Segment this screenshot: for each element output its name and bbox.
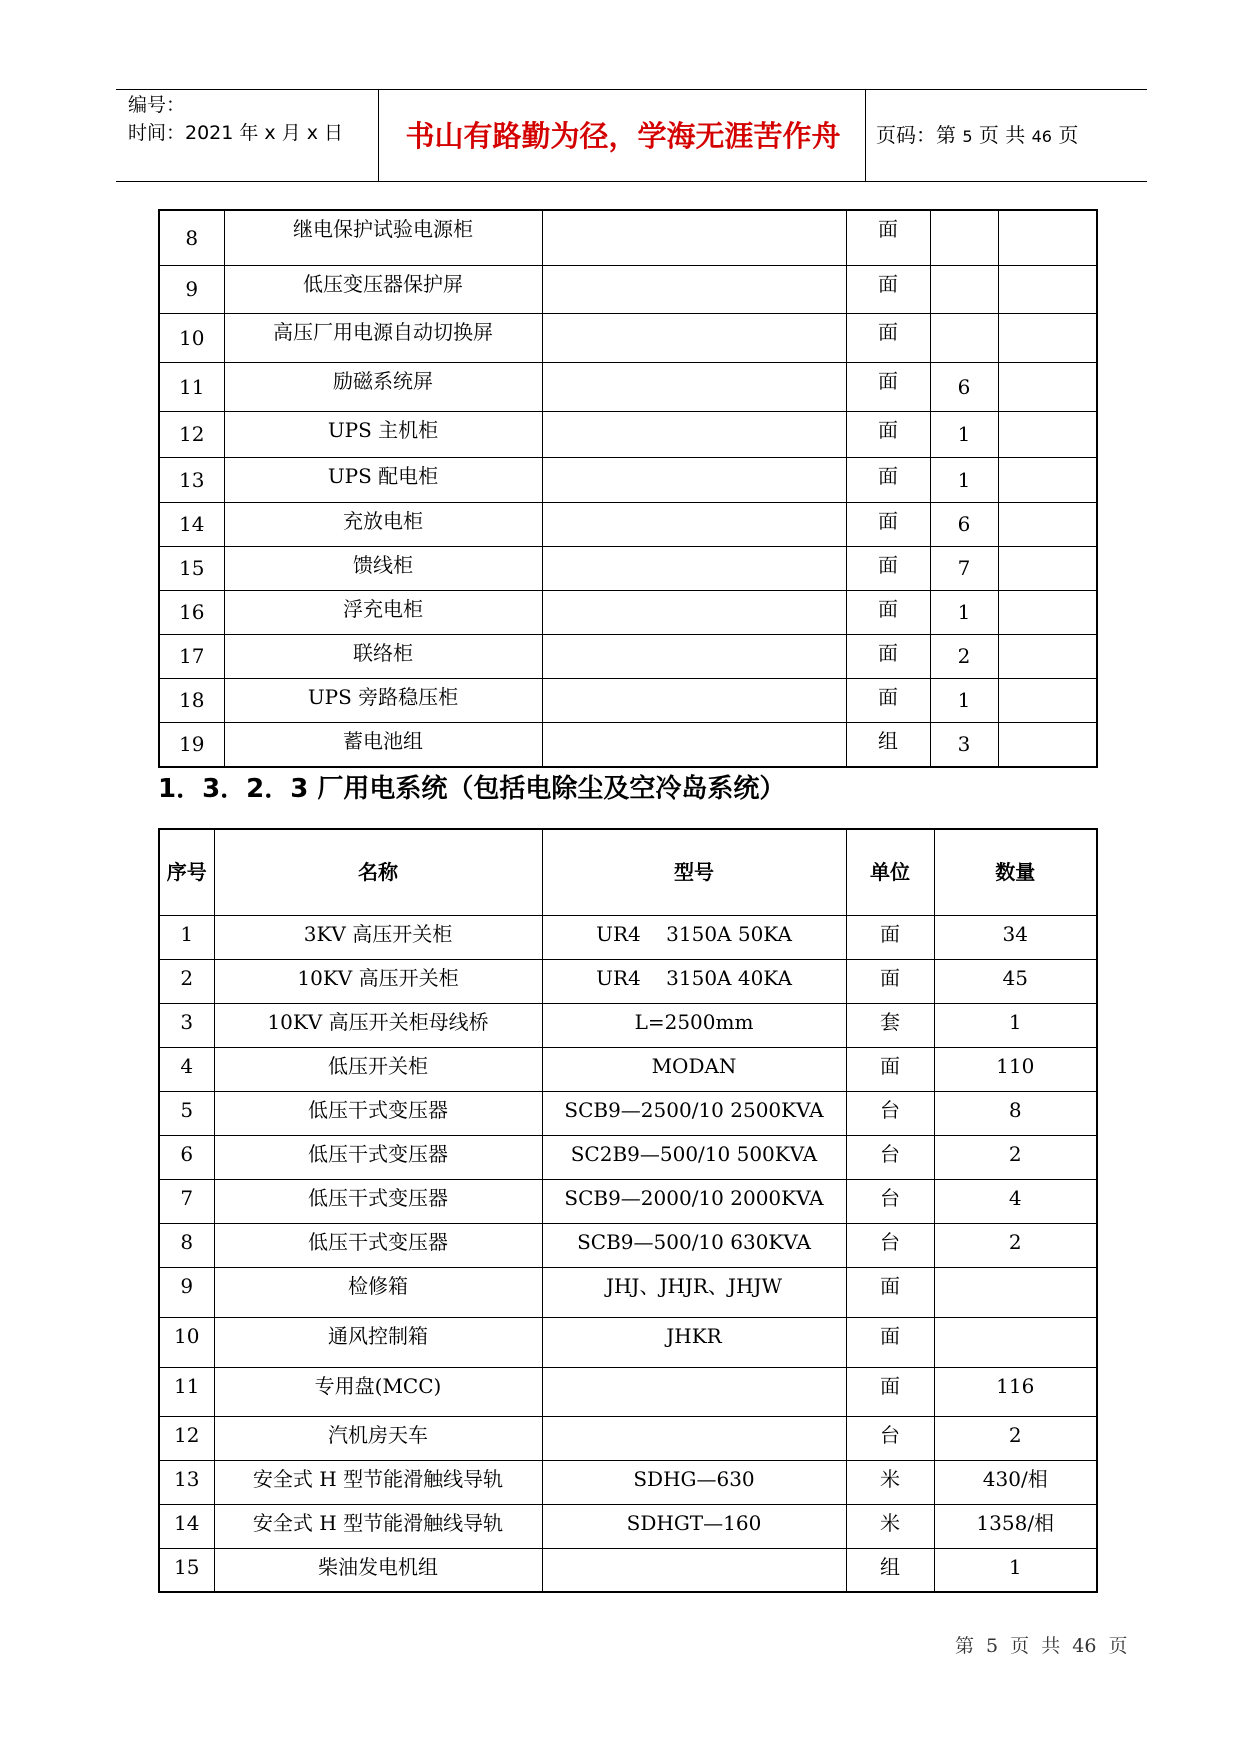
cell-extra — [998, 313, 1097, 362]
cell-qty: 6 — [930, 502, 998, 546]
table-row — [159, 210, 1097, 265]
table-row — [159, 362, 1097, 411]
table-row — [159, 1460, 1097, 1504]
cell-no: 12 — [159, 411, 224, 457]
cell-no: 1 — [159, 915, 214, 959]
cell-qty: 3 — [930, 722, 998, 767]
page-label-suffix: 页 — [1058, 123, 1079, 147]
cell-model — [542, 634, 846, 678]
cell-model: MODAN — [542, 1047, 846, 1091]
cell-unit: 面 — [846, 959, 934, 1003]
cell-qty: 110 — [934, 1047, 1097, 1091]
cell-name: 通风控制箱 — [214, 1317, 542, 1367]
table-row — [159, 1223, 1097, 1267]
cell-qty: 430/相 — [934, 1460, 1097, 1504]
header-page-number — [876, 120, 1078, 152]
cell-name: 高压厂用电源自动切换屏 — [224, 313, 542, 362]
cell-unit: 面 — [846, 678, 930, 722]
cell-name: 柴油发电机组 — [214, 1548, 542, 1592]
table-header-row — [159, 829, 1097, 915]
cell-unit: 米 — [846, 1460, 934, 1504]
cell-qty: 1 — [930, 457, 998, 502]
table-row — [159, 590, 1097, 634]
cell-qty: 1 — [930, 590, 998, 634]
cell-no: 19 — [159, 722, 224, 767]
cell-model — [542, 265, 846, 313]
cell-unit: 米 — [846, 1504, 934, 1548]
header-meta — [128, 91, 343, 147]
cell-model — [542, 1367, 846, 1416]
cell-qty: 116 — [934, 1367, 1097, 1416]
cell-name: 蓄电池组 — [224, 722, 542, 767]
cell-model: JHJ、JHJR、JHJW — [542, 1267, 846, 1317]
cell-unit: 台 — [846, 1091, 934, 1135]
table-row — [159, 502, 1097, 546]
cell-qty: 1 — [934, 1003, 1097, 1047]
cell-name: 10KV 高压开关柜母线桥 — [214, 1003, 542, 1047]
cell-model — [542, 313, 846, 362]
header-divider-left — [378, 89, 379, 182]
cell-qty: 4 — [934, 1179, 1097, 1223]
cell-qty: 2 — [934, 1223, 1097, 1267]
cell-unit: 面 — [846, 634, 930, 678]
cell-qty: 34 — [934, 915, 1097, 959]
cell-qty: 2 — [934, 1135, 1097, 1179]
cell-extra — [998, 502, 1097, 546]
cell-name: 10KV 高压开关柜 — [214, 959, 542, 1003]
cell-unit: 面 — [846, 362, 930, 411]
cell-extra — [998, 634, 1097, 678]
cell-unit: 组 — [846, 722, 930, 767]
cell-unit: 面 — [846, 210, 930, 265]
cell-unit: 面 — [846, 457, 930, 502]
cell-model — [542, 210, 846, 265]
header-bottom-rule — [116, 181, 1147, 182]
cell-qty: 2 — [930, 634, 998, 678]
cell-no: 9 — [159, 1267, 214, 1317]
cell-unit: 台 — [846, 1135, 934, 1179]
doc-time: 时间：2021 年 x 月 x 日 — [128, 122, 344, 144]
cell-model: SDHGT—160 — [542, 1504, 846, 1548]
header-motto: 书山有路勤为径，学海无涯苦作舟 — [405, 119, 841, 153]
header-qty: 数量 — [934, 829, 1097, 915]
cell-model — [542, 678, 846, 722]
cell-model — [542, 457, 846, 502]
cell-qty: 2 — [934, 1416, 1097, 1460]
cell-qty: 6 — [930, 362, 998, 411]
table-row — [159, 1548, 1097, 1592]
cell-no: 14 — [159, 1504, 214, 1548]
cell-name: 馈线柜 — [224, 546, 542, 590]
cell-unit: 面 — [846, 590, 930, 634]
cell-model: JHKR — [542, 1317, 846, 1367]
cell-model: SCB9—2500/10 2500KVA — [542, 1091, 846, 1135]
cell-extra — [998, 590, 1097, 634]
cell-no: 10 — [159, 1317, 214, 1367]
table-row — [159, 1504, 1097, 1548]
cell-qty — [934, 1267, 1097, 1317]
cell-unit: 面 — [846, 265, 930, 313]
cell-extra — [998, 265, 1097, 313]
header-unit: 单位 — [846, 829, 934, 915]
cell-unit: 面 — [846, 1317, 934, 1367]
cell-name: 汽机房天车 — [214, 1416, 542, 1460]
cell-extra — [998, 411, 1097, 457]
cell-qty: 7 — [930, 546, 998, 590]
cell-no: 14 — [159, 502, 224, 546]
cell-no: 18 — [159, 678, 224, 722]
cell-extra — [998, 722, 1097, 767]
cell-model — [542, 590, 846, 634]
cell-qty — [934, 1317, 1097, 1367]
station-power-table — [158, 828, 1098, 1593]
cell-name: 低压干式变压器 — [214, 1223, 542, 1267]
cell-extra — [998, 362, 1097, 411]
cell-model — [542, 546, 846, 590]
cell-unit: 面 — [846, 1367, 934, 1416]
cell-model: UR4 3150A 40KA — [542, 959, 846, 1003]
equipment-table-continued — [158, 209, 1098, 768]
cell-no: 11 — [159, 1367, 214, 1416]
cell-no: 16 — [159, 590, 224, 634]
header-name: 名称 — [214, 829, 542, 915]
cell-no: 8 — [159, 1223, 214, 1267]
cell-name: 安全式 H 型节能滑触线导轨 — [214, 1460, 542, 1504]
table-row — [159, 1179, 1097, 1223]
table-row — [159, 457, 1097, 502]
cell-name: 低压干式变压器 — [214, 1091, 542, 1135]
cell-qty: 8 — [934, 1091, 1097, 1135]
table-row — [159, 265, 1097, 313]
cell-model — [542, 411, 846, 457]
cell-unit: 面 — [846, 1267, 934, 1317]
page-footer: 第 5 页 共 46 页 — [955, 1635, 1128, 1657]
header-no: 序号 — [159, 829, 214, 915]
cell-no: 12 — [159, 1416, 214, 1460]
cell-no: 10 — [159, 313, 224, 362]
table-row — [159, 1317, 1097, 1367]
table-row — [159, 546, 1097, 590]
cell-name: 专用盘(MCC) — [214, 1367, 542, 1416]
cell-qty — [930, 265, 998, 313]
cell-name: 低压变压器保护屏 — [224, 265, 542, 313]
cell-qty: 1 — [930, 678, 998, 722]
cell-unit: 面 — [846, 313, 930, 362]
cell-name: 安全式 H 型节能滑触线导轨 — [214, 1504, 542, 1548]
table-row — [159, 959, 1097, 1003]
cell-model: SCB9—2000/10 2000KVA — [542, 1179, 846, 1223]
cell-name: 联络柜 — [224, 634, 542, 678]
cell-name: 低压干式变压器 — [214, 1135, 542, 1179]
cell-qty: 45 — [934, 959, 1097, 1003]
cell-name: 充放电柜 — [224, 502, 542, 546]
cell-model — [542, 1548, 846, 1592]
cell-no: 17 — [159, 634, 224, 678]
cell-no: 2 — [159, 959, 214, 1003]
cell-name: UPS 主机柜 — [224, 411, 542, 457]
cell-no: 7 — [159, 1179, 214, 1223]
cell-qty: 1358/相 — [934, 1504, 1097, 1548]
header-top-rule — [116, 89, 1147, 90]
table-row — [159, 722, 1097, 767]
cell-name: 浮充电柜 — [224, 590, 542, 634]
cell-no: 15 — [159, 1548, 214, 1592]
cell-unit: 套 — [846, 1003, 934, 1047]
header-model: 型号 — [542, 829, 846, 915]
cell-extra — [998, 210, 1097, 265]
table-row — [159, 634, 1097, 678]
cell-no: 6 — [159, 1135, 214, 1179]
doc-code-label: 编号： — [128, 94, 186, 116]
page-total: 46 — [1031, 127, 1052, 146]
cell-name: 继电保护试验电源柜 — [224, 210, 542, 265]
table-row — [159, 1003, 1097, 1047]
cell-unit: 面 — [846, 411, 930, 457]
cell-model: SC2B9—500/10 500KVA — [542, 1135, 846, 1179]
cell-no: 13 — [159, 1460, 214, 1504]
table-row — [159, 1416, 1097, 1460]
cell-model: UR4 3150A 50KA — [542, 915, 846, 959]
cell-no: 5 — [159, 1091, 214, 1135]
cell-model — [542, 722, 846, 767]
cell-name: 低压开关柜 — [214, 1047, 542, 1091]
cell-no: 15 — [159, 546, 224, 590]
cell-extra — [998, 678, 1097, 722]
cell-unit: 台 — [846, 1179, 934, 1223]
table-row — [159, 915, 1097, 959]
cell-model: L=2500mm — [542, 1003, 846, 1047]
cell-no: 13 — [159, 457, 224, 502]
table-row — [159, 678, 1097, 722]
page-label-prefix: 页码：第 — [876, 123, 956, 147]
table-row — [159, 411, 1097, 457]
cell-unit: 面 — [846, 915, 934, 959]
table-row — [159, 1367, 1097, 1416]
table-row — [159, 1267, 1097, 1317]
page-label-mid: 页 共 — [978, 123, 1026, 147]
cell-no: 9 — [159, 265, 224, 313]
cell-model — [542, 362, 846, 411]
cell-qty: 1 — [930, 411, 998, 457]
table-row — [159, 1091, 1097, 1135]
cell-unit: 组 — [846, 1548, 934, 1592]
table-row — [159, 1135, 1097, 1179]
cell-qty — [930, 210, 998, 265]
cell-model — [542, 502, 846, 546]
cell-no: 4 — [159, 1047, 214, 1091]
cell-no: 11 — [159, 362, 224, 411]
page-header — [116, 89, 1147, 182]
cell-extra — [998, 546, 1097, 590]
cell-unit: 面 — [846, 502, 930, 546]
cell-qty — [930, 313, 998, 362]
cell-name: UPS 配电柜 — [224, 457, 542, 502]
cell-model — [542, 1416, 846, 1460]
cell-unit: 台 — [846, 1223, 934, 1267]
cell-extra — [998, 457, 1097, 502]
cell-name: 励磁系统屏 — [224, 362, 542, 411]
section-heading: 1．3．2．3 厂用电系统（包括电除尘及空冷岛系统） — [158, 774, 786, 804]
table-row — [159, 1047, 1097, 1091]
cell-no: 3 — [159, 1003, 214, 1047]
cell-no: 8 — [159, 210, 224, 265]
cell-qty: 1 — [934, 1548, 1097, 1592]
cell-model: SDHG—630 — [542, 1460, 846, 1504]
cell-name: 检修箱 — [214, 1267, 542, 1317]
page-current: 5 — [962, 127, 973, 146]
cell-name: 低压干式变压器 — [214, 1179, 542, 1223]
cell-model: SCB9—500/10 630KVA — [542, 1223, 846, 1267]
cell-unit: 面 — [846, 546, 930, 590]
cell-unit: 台 — [846, 1416, 934, 1460]
cell-unit: 面 — [846, 1047, 934, 1091]
cell-name: UPS 旁路稳压柜 — [224, 678, 542, 722]
table-row — [159, 313, 1097, 362]
cell-name: 3KV 高压开关柜 — [214, 915, 542, 959]
